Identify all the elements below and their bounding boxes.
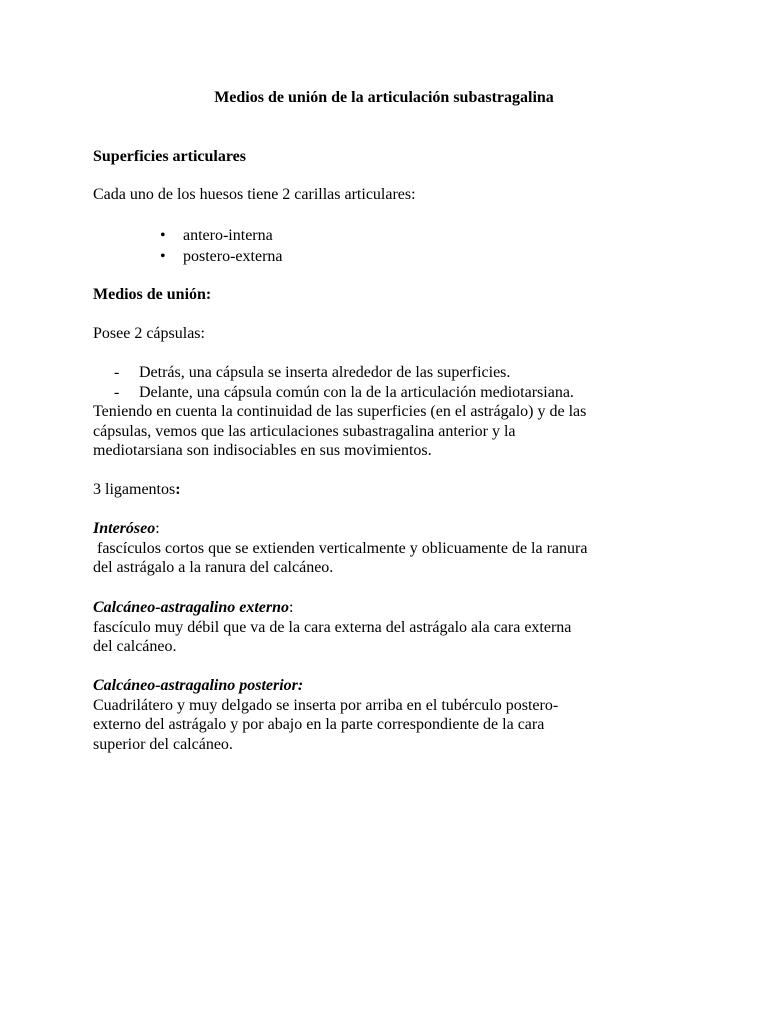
text-line: fascículo muy débil que va de la cara externa del astrágalo ala cara externa xyxy=(93,618,572,636)
list-item xyxy=(160,246,283,267)
dash-icon: - xyxy=(114,383,120,401)
ligamentos-heading xyxy=(93,480,653,500)
text-line: del calcáneo. xyxy=(93,638,177,655)
ligamento-suffix: : xyxy=(289,599,294,616)
ligamento-externo xyxy=(93,598,733,657)
ligamento-name: Calcáneo-astragalino posterior: xyxy=(93,677,304,694)
continuity-paragraph xyxy=(93,402,733,461)
text-line: fascículos cortos que se extienden verticalmente y oblicuamente de la ranura xyxy=(93,539,588,557)
ligamento-title-line xyxy=(93,676,733,696)
carillas-list xyxy=(160,225,283,267)
capsulas-list xyxy=(114,363,574,402)
list-item xyxy=(114,383,574,403)
list-item-text: Delante, una cápsula común con la de la articulación mediotarsiana. xyxy=(139,383,574,401)
list-item-text: Detrás, una cápsula se inserta alrededor de las superficies. xyxy=(139,364,511,381)
text-line: mediotarsiana son indisociables en sus movimientos. xyxy=(93,442,432,459)
ligamento-suffix: : xyxy=(155,520,160,537)
text-line: Teniendo en cuenta la continuidad de las superficies (en el astrágalo) y de las xyxy=(93,403,587,420)
text-line: externo del astrágalo y por abajo en la parte correspondiente de la cara xyxy=(93,716,545,733)
ligamento-title-line xyxy=(93,598,733,618)
capsulas-intro: Posee 2 cápsulas: xyxy=(93,325,205,342)
bullet-icon: • xyxy=(160,227,166,244)
list-item xyxy=(160,225,283,246)
text-line: Cuadrilátero y muy delgado se inserta por arriba en el tubérculo postero- xyxy=(93,696,559,714)
ligamentos-label: 3 ligamentos xyxy=(93,481,176,498)
ligamento-posterior xyxy=(93,676,733,754)
text-line: del astrágalo a la ranura del calcáneo. xyxy=(93,559,334,576)
heading-medios: Medios de unión: xyxy=(93,286,212,303)
text-line: superior del calcáneo. xyxy=(93,735,233,753)
list-item xyxy=(114,363,574,383)
heading-superficies: Superficies articulares xyxy=(93,148,247,165)
superficies-intro: Cada uno de los huesos tiene 2 carillas articulares: xyxy=(93,186,416,203)
dash-icon: - xyxy=(114,364,120,381)
page-title: Medios de unión de la articulación subastragalina xyxy=(214,89,554,106)
ligamento-title-line xyxy=(93,519,733,539)
ligamentos-colon: : xyxy=(175,481,181,498)
list-item-text: postero-externa xyxy=(183,248,283,265)
bullet-icon: • xyxy=(160,248,166,265)
text-line: cápsulas, vemos que las articulaciones subastragalina anterior y la xyxy=(93,422,516,440)
list-item-text: antero-interna xyxy=(183,227,273,244)
ligamento-name: Calcáneo-astragalino externo xyxy=(93,599,290,616)
ligamento-name: Interóseo xyxy=(93,520,156,537)
ligamento-interoseo xyxy=(93,519,733,578)
